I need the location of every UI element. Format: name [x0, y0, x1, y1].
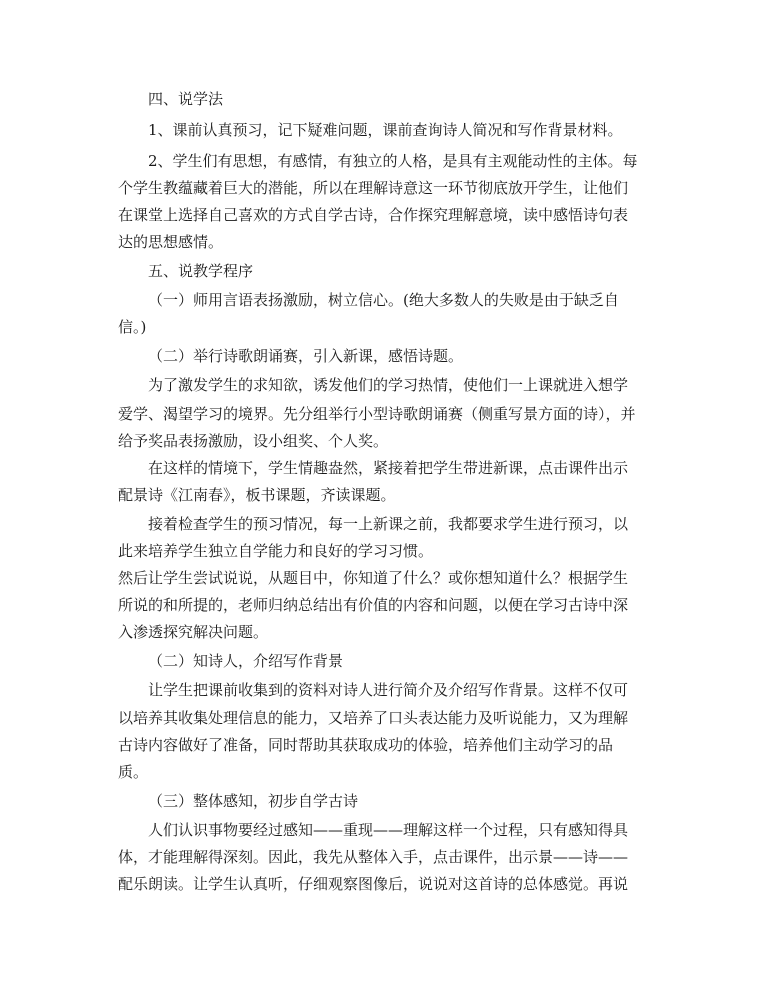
- subheading-line: （二）举行诗歌朗诵赛，引入新课，感悟诗题。: [148, 347, 464, 365]
- subheading-line: （二）知诗人，介绍写作背景: [148, 652, 344, 670]
- paragraph-line: 古诗内容做好了准备，同时帮助其获取成功的体验，培养他们主动学习的品: [118, 736, 614, 754]
- paragraph-line: 让学生把课前收集到的资料对诗人进行简介及介绍写作背景。这样不仅可: [148, 681, 629, 699]
- heading-study-methods: 四、说学法: [148, 90, 224, 108]
- paragraph-line: 所说的和所提的，老师归纳总结出有价值的内容和问题，以便在学习古诗中深: [118, 596, 629, 614]
- paragraph-line: 个学生教蕴藏着巨大的潜能，所以在理解诗意这一环节彻底放开学生，让他们: [118, 179, 629, 197]
- paragraph-line: 爱学、渴望学习的境界。先分组举行小型诗歌朗诵赛（侧重写景方面的诗），并: [118, 405, 636, 423]
- paragraph-line: 2、学生们有思想，有感情，有独立的人格，是具有主观能动性的主体。每: [148, 152, 638, 170]
- paragraph-line: 配乐朗读。让学生认真听，仔细观察图像后，说说对这首诗的总体感觉。再说: [118, 875, 629, 893]
- paragraph-line: 在课堂上选择自己喜欢的方式自学古诗，合作探究理解意境，读中感悟诗句表: [118, 206, 629, 224]
- paragraph-line: 入渗透探究解决问题。: [118, 623, 269, 641]
- paragraph-line: 然后让学生尝试说说，从题目中，你知道了什么？或你想知道什么？根据学生: [118, 569, 629, 587]
- paragraph-line: 人们认识事物要经过感知——重现——理解这样一个过程，只有感知得具: [148, 821, 629, 839]
- paragraph-line: 质。: [118, 763, 149, 781]
- paragraph-line: 以培养其收集处理信息的能力，又培养了口头表达能力及听说能力，又为理解: [118, 709, 629, 727]
- paragraph-line: 达的思想感情。: [118, 233, 224, 251]
- paragraph-line: 为了激发学生的求知欲，诱发他们的学习热情，使他们一上课就进入想学: [148, 376, 629, 394]
- paragraph-line: 体，才能理解得深刻。因此，我先从整体入手，点击课件，出示景——诗——: [118, 848, 629, 866]
- heading-teaching-procedure: 五、说教学程序: [148, 262, 254, 280]
- paragraph-line: 接着检查学生的预习情况，每一上新课之前，我都要求学生进行预习，以: [148, 515, 629, 533]
- paragraph-line: 1、课前认真预习，记下疑难问题，课前查询诗人简况和写作背景材料。: [148, 121, 623, 139]
- paragraph-line: 配景诗《江南春》，板书课题，齐读课题。: [118, 486, 396, 504]
- subheading-line: （一）师用言语表扬激励，树立信心。(绝大多数人的失败是由于缺乏自: [148, 291, 619, 309]
- paragraph-line: 给予奖品表扬激励，设小组奖、个人奖。: [118, 432, 389, 450]
- paragraph-line: 在这样的情境下，学生情趣盎然，紧接着把学生带进新课，点击课件出示: [148, 459, 629, 477]
- paragraph-line: 信。): [118, 318, 147, 336]
- subheading-line: （三）整体感知，初步自学古诗: [148, 792, 359, 810]
- paragraph-line: 此来培养学生独立自学能力和良好的学习习惯。: [118, 542, 434, 560]
